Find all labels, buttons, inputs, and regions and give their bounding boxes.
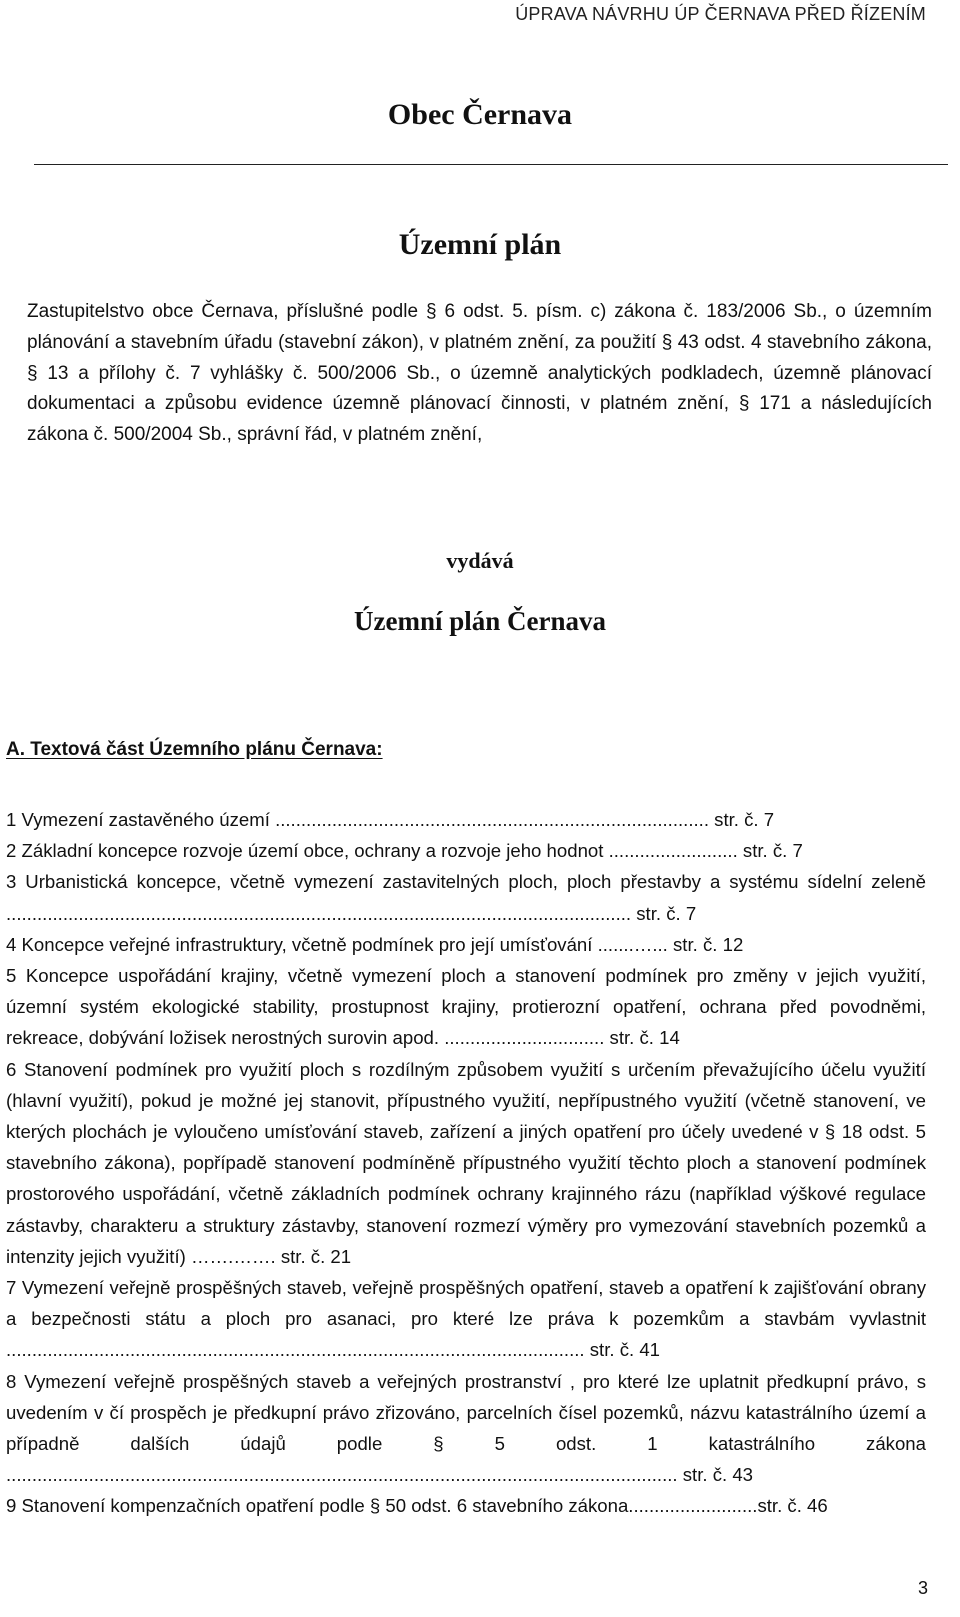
toc-item[interactable]: 4 Koncepce veřejné infrastruktury, včetně podmínek pro její umísťování .......…... str. č. 12 [6, 933, 744, 955]
document-title: Obec Černava [387, 98, 573, 131]
table-of-contents [6, 804, 926, 1522]
toc-item[interactable]: 5 Koncepce uspořádání krajiny, včetně vymezení ploch a stanovení podmínek pro změny v jejich využití, územní systém ekologické stability, prostupnost krajiny, protierozní opatření, ochrana před povodněmi, rekreace, dobývání ložisek nerostných surovin apod. ............................... str. č. 14 [6, 965, 926, 1049]
issues-label: vydává [446, 548, 514, 573]
toc-item[interactable]: 8 Vymezení veřejně prospěšných staveb a veřejných prostranství , pro které lze uplatnit předkupní právo, s uvedením v čí prospěch je předkupní právo zřizováno, parcelních čísel pozemků, názvu katastrálního území a případně dalších údajů podle § 5 odst. 1 katastrálního zákona .................................................................................................................................. str. č. 43 [6, 1370, 926, 1486]
running-header: ÚPRAVA NÁVRHU ÚP ČERNAVA PŘED ŘÍZENÍM [515, 4, 926, 24]
toc-item[interactable]: 7 Vymezení veřejně prospěšných staveb, veřejně prospěšných opatření, staveb a opatření k zajišťování obrany a bezpečnosti státu a ploch pro asanaci, pro které lze práva k pozemkům a stavbám vyvlastnit ................................................................................................................ str. č. 41 [6, 1277, 926, 1361]
plan-title: Územní plán Černava [354, 606, 606, 636]
toc-item[interactable]: 9 Stanovení kompenzačních opatření podle § 50 odst. 6 stavebního zákona.........................str. č. 46 [6, 1495, 828, 1517]
title-divider [34, 164, 948, 165]
document-subtitle: Územní plán [398, 228, 562, 261]
intro-paragraph: Zastupitelstvo obce Černava, příslušné podle § 6 odst. 5. písm. c) zákona č. 183/2006 Sb., o územním plánování a stavebním úřadu (stavební zákon), v platném znění, za použití § 43 odst. 4 stavebního zákona, § 13 a přílohy č. 7 vyhlášky č. 500/2006 Sb., o územně analytických podkladech, územně plánovací dokumentaci a způsobu evidence územně plánovací činnosti, v platném znění, § 171 a následujících zákona č. 500/2004 Sb., správní řád, v platném znění, [27, 301, 932, 446]
page-number: 3 [917, 1578, 928, 1598]
toc-item[interactable]: 2 Základní koncepce rozvoje území obce, ochrany a rozvoje jeho hodnot ......................... str. č. 7 [6, 840, 803, 862]
section-title: A. Textová část Územního plánu Černava: [6, 739, 383, 760]
toc-item[interactable]: 1 Vymezení zastavěného území .................................................................................... str. č. 7 [6, 809, 775, 830]
toc-item[interactable]: 6 Stanovení podmínek pro využití ploch s rozdílným způsobem využití s určením převažujícího účelu využití (hlavní využití), pokud je možné jej stanovit, přípustného využití, nepřípustného využití (včetně stanovení, ve kterých plochách je vyloučeno umísťování staveb, zařízení a jiných opatření pro účely uvedené v § 18 odst. 5 stavebního zákona), popřípadě stanovení podmíněně přípustného využití těchto ploch a stanovení podmínek prostorového uspořádání, včetně základních podmínek ochrany krajinného rázu (například výškové regulace zástavby, charakteru a struktury zástavby, stanovení rozmezí výměry pro vymezování stavebních pozemků a intenzity jejich využití) …….……. str. č. 21 [6, 1058, 926, 1267]
toc-item[interactable]: 3 Urbanistická koncepce, včetně vymezení zastavitelných ploch, ploch přestavby a systému sídelní zeleně ......................................................................................................................... str. č. 7 [6, 871, 926, 924]
